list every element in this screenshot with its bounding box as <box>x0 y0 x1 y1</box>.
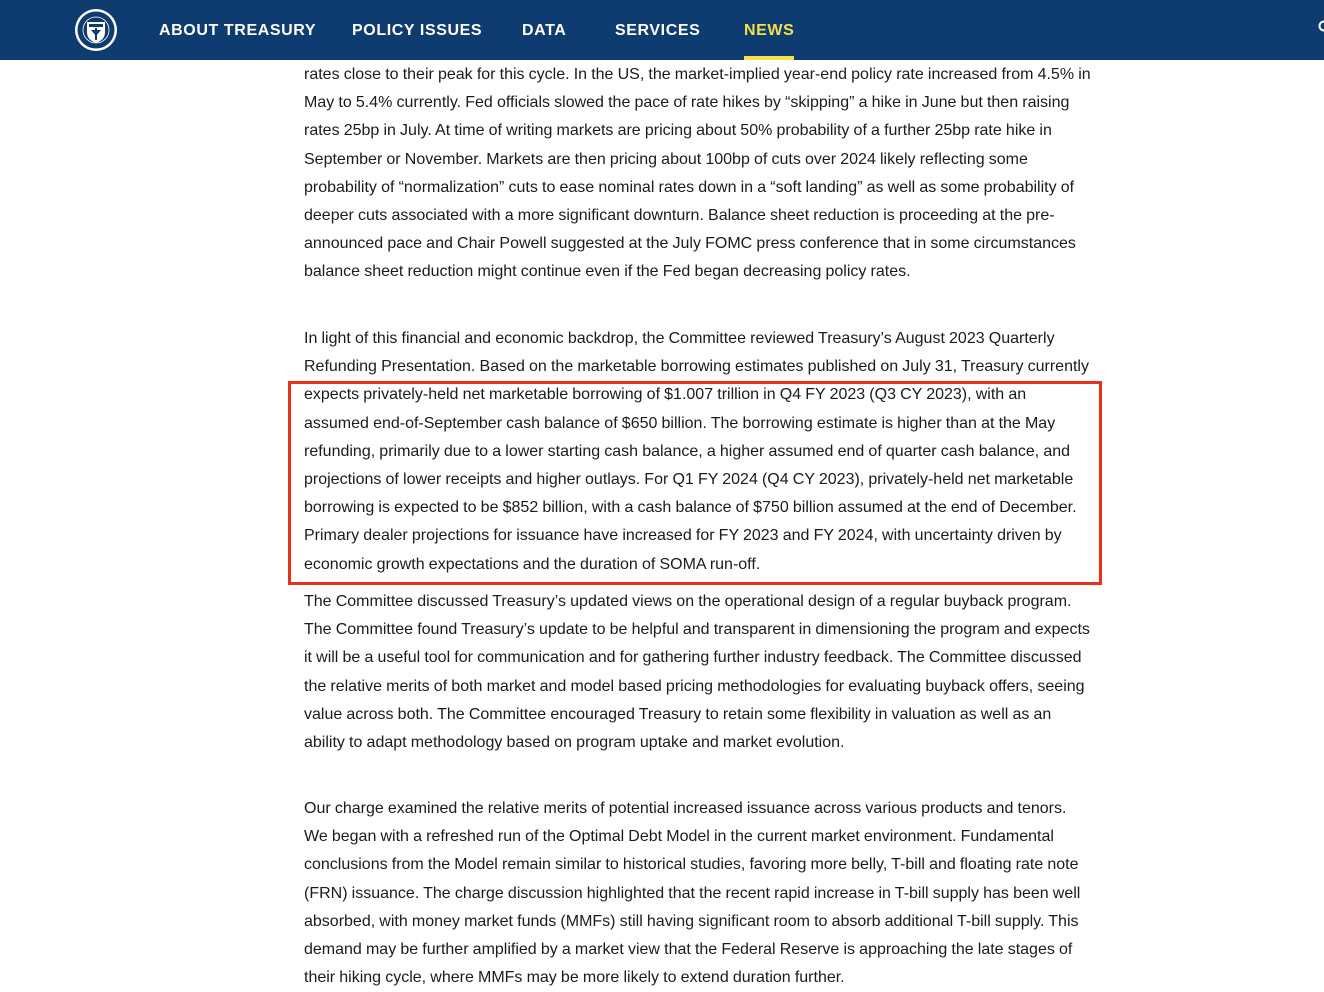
nav-news-label: NEWS <box>744 22 794 39</box>
article-paragraph: Our charge examined the relative merits of potential increased issuance across various products and tenors. We began with a refreshed run of the Optimal Debt Model in the current market environment. Fundamental conclusions from the Model remain similar to historical studies, favoring more belly, T-bill and floating rate note (FRN) issuance. The charge discussion highlighted that the recent rapid increase in T-bill supply has been well absorbed, with money market funds (MMFs) still having significant room to absorb additional T-bill supply. This demand may be further amplified by a market view that the Federal Reserve is approaching the late stages of their hiking cycle, where MMFs may be more likely to extend duration further. <box>304 795 1094 992</box>
search-icon[interactable] <box>1318 20 1324 40</box>
nav-news[interactable] <box>744 0 794 60</box>
nav-policy-issues[interactable]: POLICY ISSUES <box>352 0 482 60</box>
nav-services[interactable]: SERVICES <box>615 0 700 60</box>
treasury-seal-icon[interactable] <box>74 8 118 52</box>
article-paragraph: In light of this financial and economic backdrop, the Committee reviewed Treasury’s August 2023 Quarterly Refunding Presentation. Based on the marketable borrowing estimates published on July 31, Treasury currently expects privately-held net marketable borrowing of $1.007 trillion in Q4 FY 2023 (Q3 CY 2023), with an assumed end-of-September cash balance of $650 billion. The borrowing estimate is higher than at the May refunding, primarily due to a lower starting cash balance, a higher assumed end of quarter cash balance, and projections of lower receipts and higher outlays. For Q1 FY 2024 (Q4 CY 2023), privately-held net marketable borrowing is expected to be $852 billion, with a cash balance of $750 billion assumed at the end of December. Primary dealer projections for issuance have increased for FY 2023 and FY 2024, with uncertainty driven by economic growth expectations and the duration of SOMA run-off. <box>304 325 1094 579</box>
active-tab-indicator <box>744 56 794 60</box>
article-paragraph: rates close to their peak for this cycle. In the US, the market-implied year-end policy rate increased from 4.5% in May to 5.4% currently. Fed officials slowed the pace of rate hikes by “skipping” a hike in June but then raising rates 25bp in July. At time of writing markets are pricing about 50% probability of a further 25bp rate hike in September or November. Markets are then pricing about 100bp of cuts over 2024 likely reflecting some probability of “normalization” cuts to ease nominal rates down in a “soft landing” as well as some probability of deeper cuts associated with a more significant downturn. Balance sheet reduction is proceeding at the pre-announced pace and Chair Powell suggested at the July FOMC press conference that in some circumstances balance sheet reduction might continue even if the Fed began decreasing policy rates. <box>304 61 1094 287</box>
top-navigation-bar <box>0 0 1324 60</box>
nav-about-treasury[interactable]: ABOUT TREASURY <box>159 0 316 60</box>
article-paragraph: The Committee discussed Treasury’s updated views on the operational design of a regular buyback program. The Committee found Treasury’s update to be helpful and transparent in dimensioning the program and expects it will be a useful tool for communication and for gathering further industry feedback. The Committee discussed the relative merits of both market and model based pricing methodologies for evaluating buyback offers, seeing value across both. The Committee encouraged Treasury to retain some flexibility in valuation as well as an ability to adapt methodology based on program uptake and market evolution. <box>304 588 1094 757</box>
nav-data[interactable]: DATA <box>522 0 566 60</box>
